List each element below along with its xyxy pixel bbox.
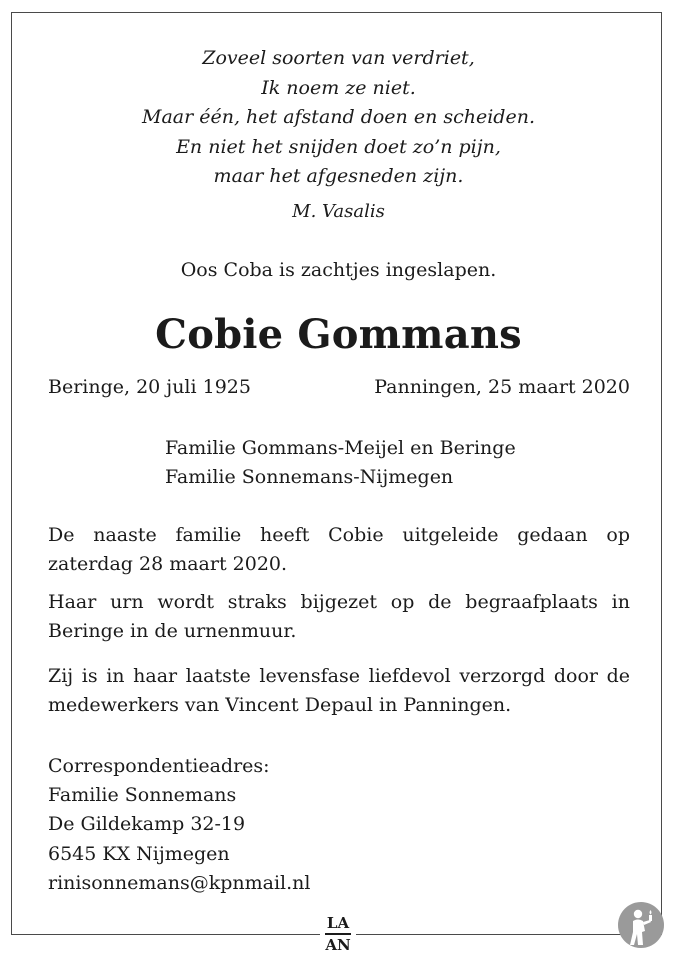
- poem-line: Maar één, het afstand doen en scheiden.: [142, 106, 535, 128]
- logo-bottom: AN: [325, 936, 351, 954]
- poem-line: Zoveel soorten van verdriet,: [202, 47, 475, 69]
- poem-line: Ik noem ze niet.: [261, 76, 416, 99]
- intro-text: Oos Coba is zachtjes ingeslapen.: [180, 259, 497, 281]
- poem-line: En niet het snijden doet zo’n pijn,: [176, 135, 501, 158]
- correspondence-address: [48, 752, 310, 898]
- paragraph-urn: Haar urn wordt straks bijgezet op de begraafplaats in Beringe in de urnenmuur.: [48, 591, 630, 642]
- paragraph-farewell: De naaste familie heeft Cobie uitgeleide gedaan op zaterdag 28 maart 2020.: [48, 524, 630, 575]
- deceased-name: Cobie Gommans: [155, 311, 522, 358]
- address-label: Correspondentieadres:: [48, 755, 270, 777]
- birth-info: Beringe, 20 juli 1925: [48, 376, 251, 398]
- laan-logo: [320, 915, 356, 955]
- logo-divider: [325, 933, 351, 935]
- poem-author: M. Vasalis: [292, 201, 385, 222]
- logo-top: LA: [326, 914, 350, 932]
- family-list: [165, 434, 516, 492]
- address-name: Familie Sonnemans: [48, 784, 237, 807]
- paragraph-care: Zij is in haar laatste levensfase liefdevol verzorgd door de medewerkers van Vincent Depaul in Panningen.: [48, 665, 630, 716]
- family-name: Familie Gommans-Meijel en Beringe: [165, 437, 516, 459]
- poem: [0, 44, 677, 192]
- death-info: Panningen, 25 maart 2020: [374, 376, 630, 398]
- poem-line: maar het afgesneden zijn.: [213, 165, 464, 187]
- address-street: De Gildekamp 32-19: [48, 813, 246, 836]
- family-name: Familie Sonnemans-Nijmegen: [165, 466, 454, 488]
- address-city: 6545 KX Nijmegen: [48, 842, 230, 865]
- candle-person-icon: [617, 901, 665, 949]
- address-email: rinisonnemans@kpnmail.nl: [48, 871, 311, 894]
